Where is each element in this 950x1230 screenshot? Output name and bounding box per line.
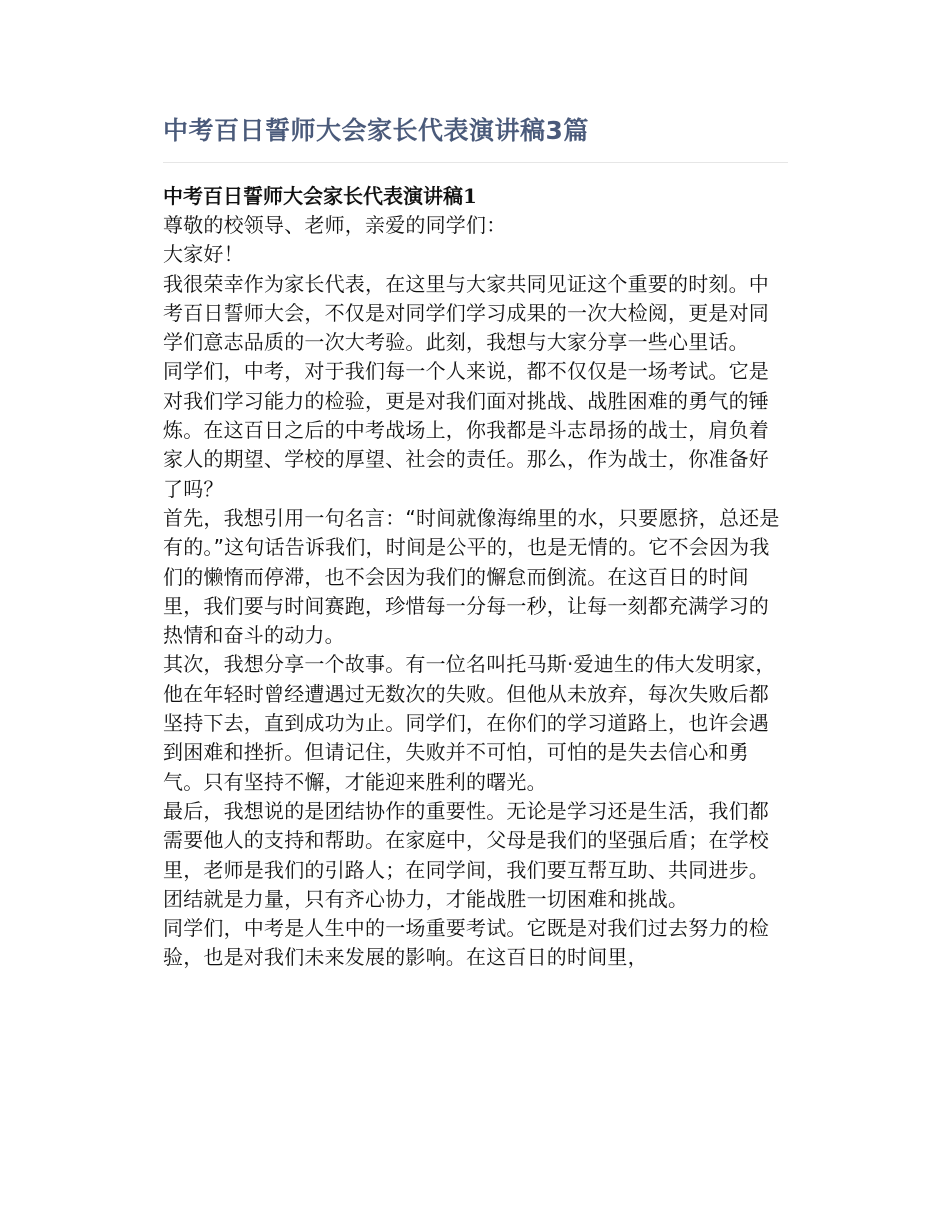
paragraph-opening: 我很荣幸作为家长代表，在这里与大家共同见证这个重要的时刻。中考百日誓师大会，不仅是对同学们学习成果的一次大检阅，更是对同学们意志品质的一次大考验。此刻，我想与大家分享一些心里话。 [163,271,769,355]
paragraph-salutation: 尊敬的校领导、老师，亲爱的同学们： [163,213,507,237]
document-title: 中考百日誓师大会家长代表演讲稿3篇 [163,110,788,163]
paragraph-exam-meaning: 同学们，中考，对于我们每一个人来说，都不仅仅是一场考试。它是对我们学习能力的检验，更是对我们面对挑战、战胜困难的勇气的锤炼。在这百日之后的中考战场上，你我都是斗志昂扬的战士，肩负着家人的期望、学校的厚望、社会的责任。那么，作为战士，你准备好了吗？ [163,359,769,501]
paragraph-closing: 同学们，中考是人生中的一场重要考试。它既是对我们过去努力的检验，也是对我们未来发展的影响。在这百日的时间里， [163,916,769,970]
paragraph-teamwork: 最后，我想说的是团结协作的重要性。无论是学习还是生活，我们都需要他人的支持和帮助。在家庭中，父母是我们的坚强后盾；在学校里，老师是我们的引路人；在同学间，我们要互帮互助、共同进步。团结就是力量，只有齐心协力，才能战胜一切困难和挑战。 [163,798,769,911]
document-page [163,110,788,973]
paragraph-edison-story: 其次，我想分享一个故事。有一位名叫托马斯·爱迪生的伟大发明家，他在年轻时曾经遭遇过无数次的失败。但他从未放弃，每次失败后都坚持下去，直到成功为止。同学们，在你们的学习道路上，也许会遇到困难和挫折。但请记住，失败并不可怕，可怕的是失去信心和勇气。只有坚持不懈，才能迎来胜利的曙光。 [163,652,776,794]
paragraph-greeting: 大家好！ [163,242,244,267]
section-heading: 中考百日誓师大会家长代表演讲稿1 [163,184,477,208]
paragraph-time-quote: 首先，我想引用一句名言：“时间就像海绵里的水，只要愿挤，总还是有的。”这句话告诉我们，时间是公平的，也是无情的。它不会因为我们的懒惰而停滞，也不会因为我们的懈怠而倒流。在这百日的时间里，我们要与时间赛跑，珍惜每一分每一秒，让每一刻都充满学习的热情和奋斗的动力。 [163,505,780,648]
